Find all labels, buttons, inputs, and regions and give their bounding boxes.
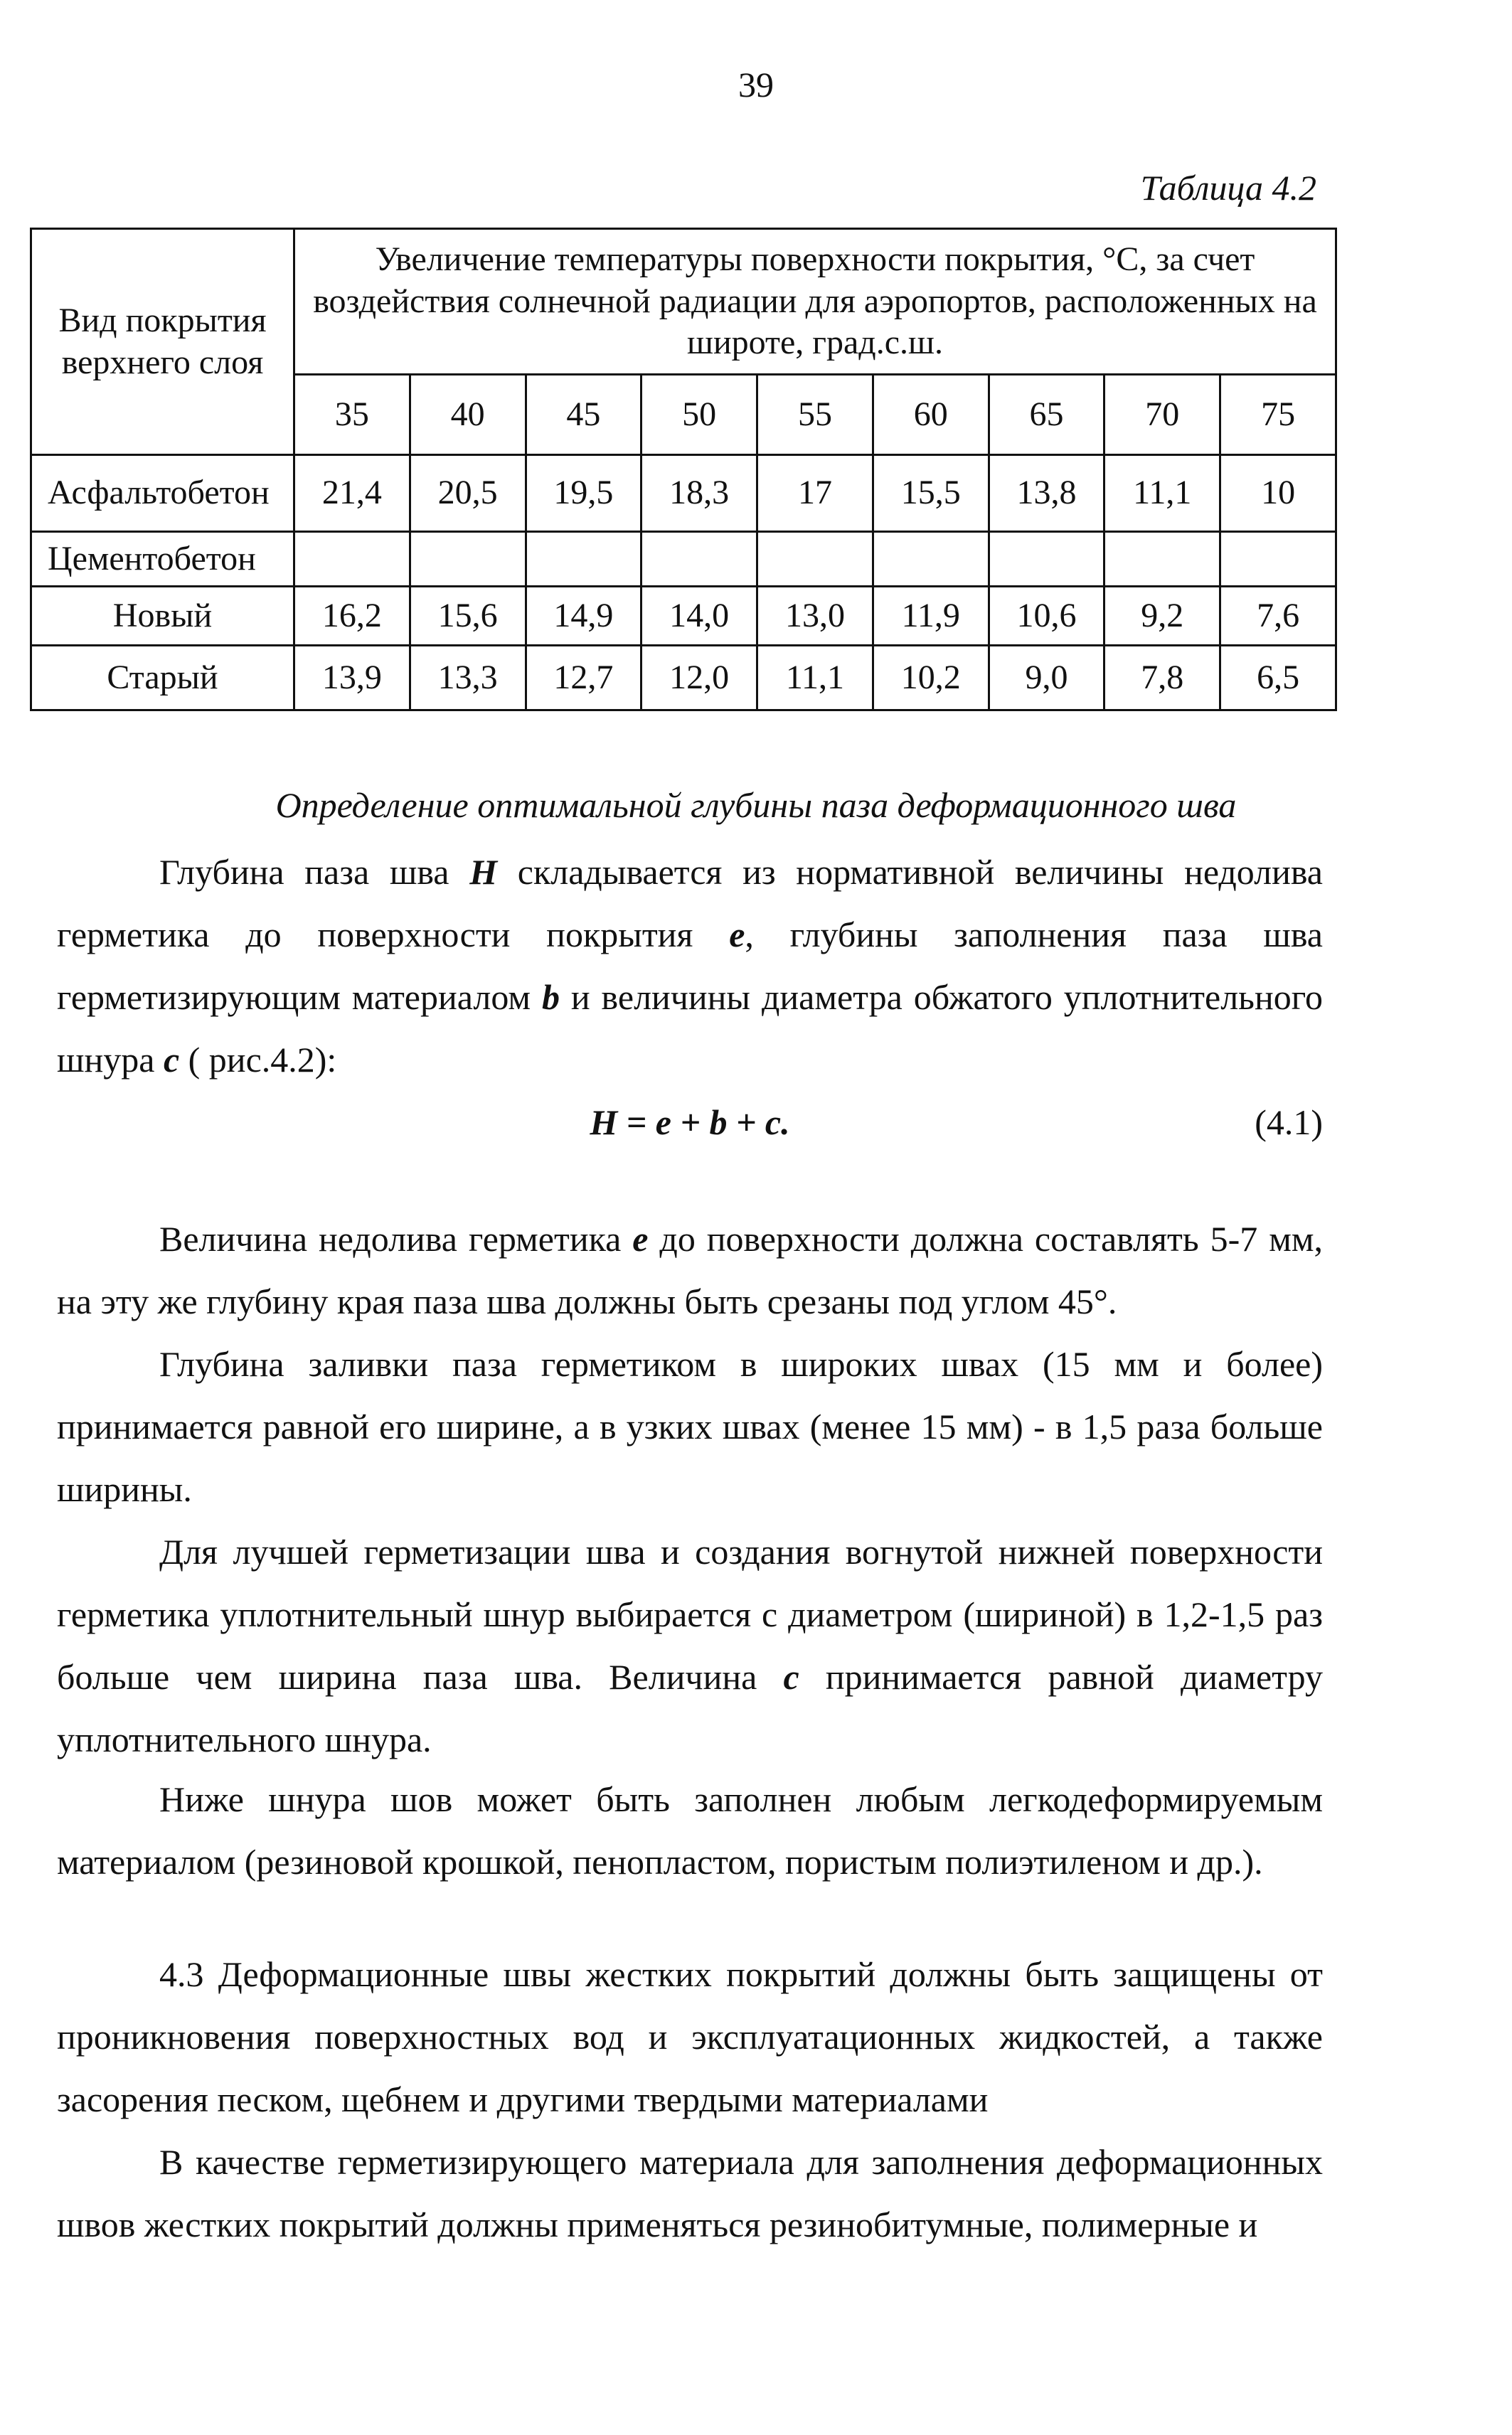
- temperature-table: [30, 228, 1337, 711]
- value-cell: 13,0: [757, 587, 873, 646]
- value-cell: 12,7: [526, 646, 641, 710]
- value-cell: 15,6: [410, 587, 526, 646]
- table-row: [31, 646, 1336, 710]
- value-cell: 10,6: [989, 587, 1104, 646]
- formula: H = e + b + c.: [590, 1102, 790, 1142]
- table-row: [31, 455, 1336, 532]
- section-heading: Определение оптимальной глубины паза деформационного шва: [275, 785, 1237, 825]
- latitude-cell: 75: [1220, 375, 1336, 455]
- page-number: 39: [738, 65, 774, 105]
- latitude-cell: 40: [410, 375, 526, 455]
- value-cell: 11,9: [873, 587, 989, 646]
- value-cell: 7,6: [1220, 587, 1336, 646]
- value-cell: 9,2: [1104, 587, 1220, 646]
- value-cell: 13,3: [410, 646, 526, 710]
- value-cell: 21,4: [294, 455, 410, 532]
- latitude-cell: 35: [294, 375, 410, 455]
- paragraph: Глубина паза шва H складывается из нормативной величины недолива герметика до поверхности покрытия e, глубины заполнения паза шва герметизирующим материалом b и величины диаметра обжатого уплотнительного шнура c ( рис.4.2):: [57, 852, 1324, 1080]
- table-group-row: [31, 532, 1336, 587]
- value-cell: 18,3: [641, 455, 757, 532]
- latitude-cell: 60: [873, 375, 989, 455]
- row-name: Новый: [31, 587, 294, 646]
- row-name: Асфальтобетон: [31, 455, 294, 532]
- text-block-1: [57, 841, 1323, 1153]
- value-cell: 15,5: [873, 455, 989, 532]
- formula-number: (4.1): [1255, 1102, 1323, 1142]
- value-cell: 11,1: [757, 646, 873, 710]
- table-row: [31, 587, 1336, 646]
- value-cell: 14,9: [526, 587, 641, 646]
- text-block-4: [57, 1943, 1323, 2256]
- row-header-label: Вид покрытия верхнего слоя: [31, 229, 294, 455]
- formula-row: [57, 1091, 1323, 1153]
- value-cell: 13,9: [294, 646, 410, 710]
- latitude-cell: 55: [757, 375, 873, 455]
- group-name: Цементобетон: [31, 532, 294, 587]
- value-cell: 9,0: [989, 646, 1104, 710]
- value-cell: 7,8: [1104, 646, 1220, 710]
- paragraph: В качестве герметизирующего материала для заполнения деформационных швов жестких покрытий должны применяться резинобитумные, полимерные и: [57, 2142, 1323, 2244]
- value-cell: 10,2: [873, 646, 989, 710]
- value-cell: 17: [757, 455, 873, 532]
- paragraph: Величина недолива герметика e до поверхности должна составлять 5-7 мм, на эту же глубину края паза шва должны быть срезаны под углом 45°.: [57, 1219, 1323, 1321]
- value-cell: 12,0: [641, 646, 757, 710]
- text-block-3: [57, 1768, 1323, 1893]
- latitude-cell: 70: [1104, 375, 1220, 455]
- value-cell: 11,1: [1104, 455, 1220, 532]
- latitude-cell: 45: [526, 375, 641, 455]
- value-cell: 14,0: [641, 587, 757, 646]
- row-name: Старый: [31, 646, 294, 710]
- group-header: Увеличение температуры поверхности покрытия, °С, за счет воздействия солнечной радиации для аэропортов, расположенных на широте, град.с.ш.: [294, 229, 1336, 375]
- value-cell: 10: [1220, 455, 1336, 532]
- paragraph: Ниже шнура шов может быть заполнен любым легкодеформируемым материалом (резиновой крошкой, пенопластом, пористым полиэтиленом и др.).: [57, 1779, 1323, 1882]
- paragraph: Глубина заливки паза герметиком в широких швах (15 мм и более) принимается равной его ширине, а в узких швах (менее 15 мм) - в 1,5 раза больше ширины.: [57, 1344, 1323, 1509]
- table-caption: Таблица 4.2: [1140, 168, 1316, 208]
- latitude-cell: 65: [989, 375, 1104, 455]
- paragraph: Для лучшей герметизации шва и создания вогнутой нижней поверхности герметика уплотнительный шнур выбирается с диаметром (шириной) в 1,2-1,5 раз больше чем ширина паза шва. Величина с принимается равной диаметру уплотнительного шнура.: [57, 1532, 1323, 1759]
- value-cell: 20,5: [410, 455, 526, 532]
- value-cell: 16,2: [294, 587, 410, 646]
- value-cell: 6,5: [1220, 646, 1336, 710]
- latitude-cell: 50: [641, 375, 757, 455]
- paragraph: 4.3 Деформационные швы жестких покрытий должны быть защищены от проникновения поверхностных вод и эксплуатационных жидкостей, а также засорения песком, щебнем и другими твердыми материалами: [57, 1954, 1323, 2119]
- value-cell: 13,8: [989, 455, 1104, 532]
- value-cell: 19,5: [526, 455, 641, 532]
- text-block-2: [57, 1208, 1323, 1771]
